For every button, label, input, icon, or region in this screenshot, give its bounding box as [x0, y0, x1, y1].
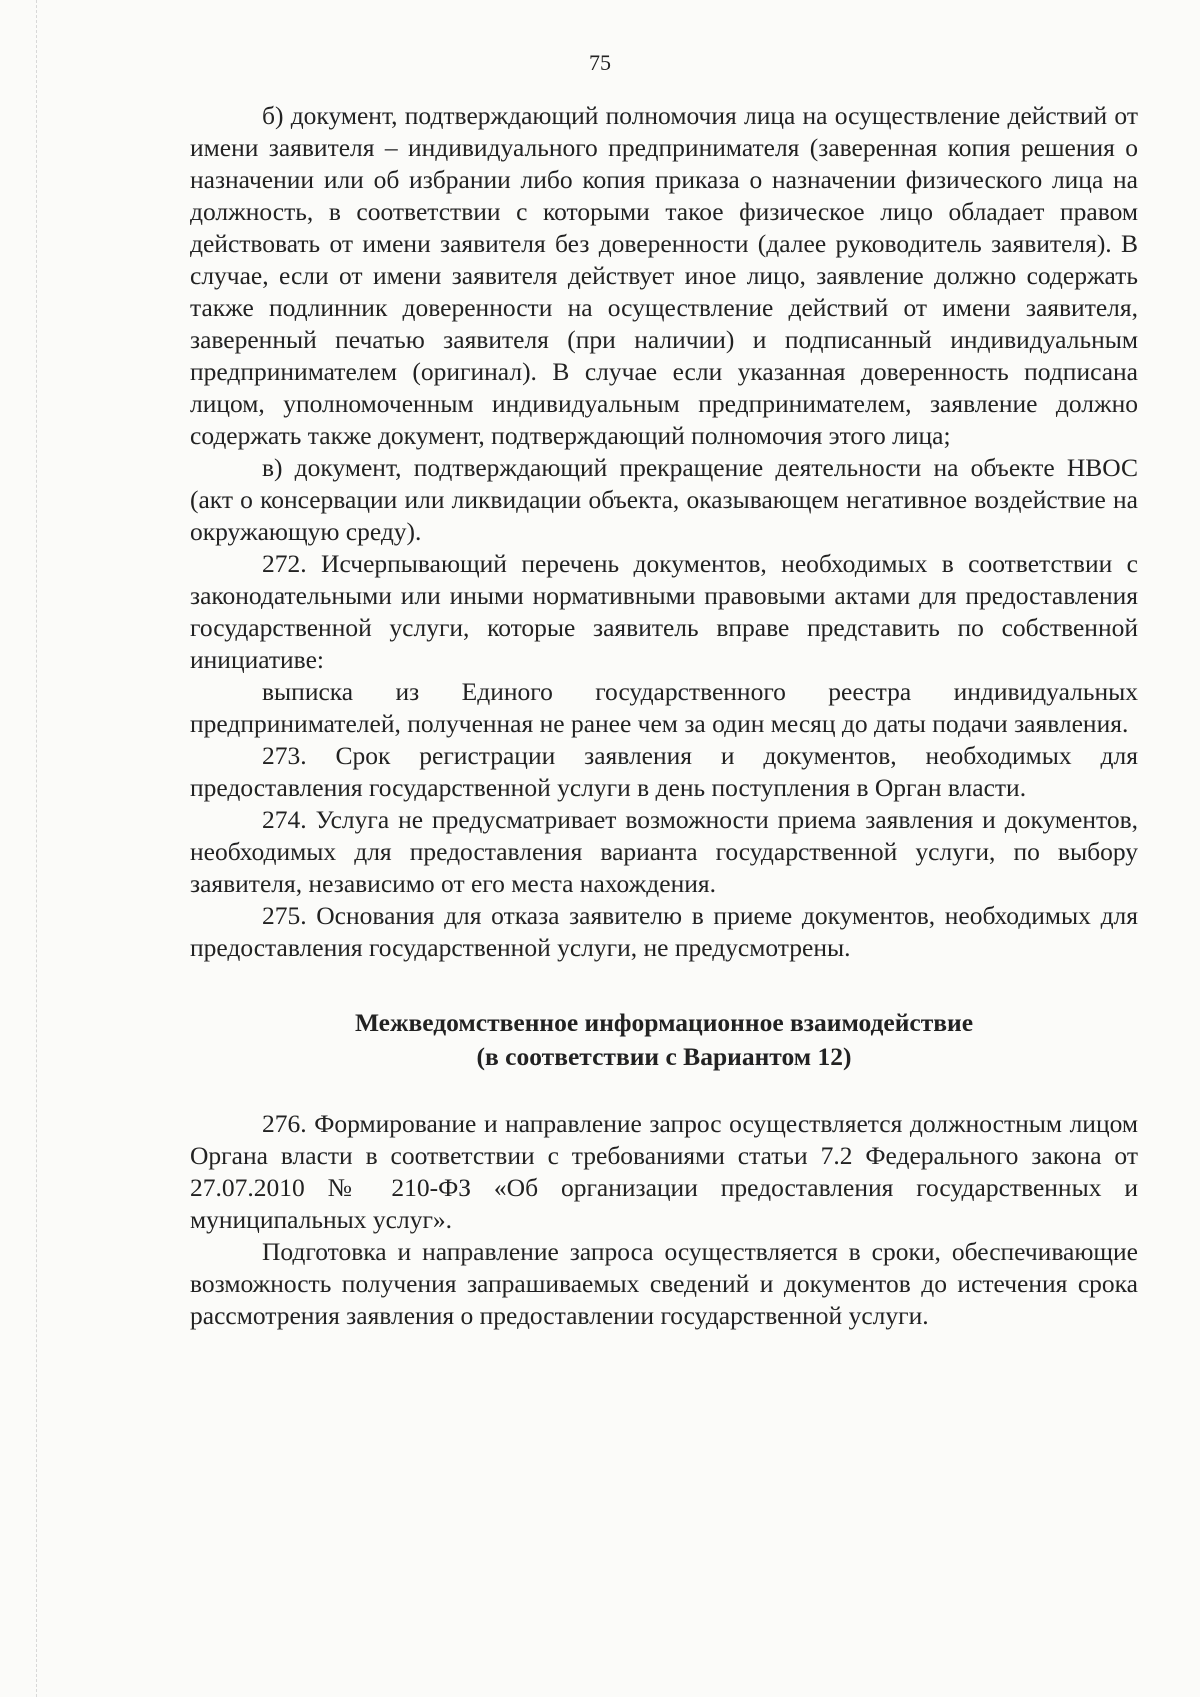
paragraph-274: 274. Услуга не предусматривает возможности приема заявления и документов, необходимых для предоставления варианта государственной услуги, по выбору заявителя, независимо от его места нахождения.: [190, 805, 1138, 898]
paragraph-request-preparation: Подготовка и направление запроса осуществляется в сроки, обеспечивающие возможность получения запрашиваемых сведений и документов до истечения срока рассмотрения заявления о предоставлении государственной услуги.: [190, 1237, 1138, 1330]
paragraph-272: 272. Исчерпывающий перечень документов, необходимых в соответствии с законодательными или иными нормативными правовыми актами для предоставления государственной услуги, которые заявитель вправе представить по собственной инициативе:: [190, 549, 1138, 674]
paragraph-v: в) документ, подтверждающий прекращение деятельности на объекте НВОС (акт о консервации или ликвидации объекта, оказывающем негативное воздействие на окружающую среду).: [190, 453, 1138, 546]
section-heading-line-1: Межведомственное информационное взаимодействие: [354, 1008, 974, 1037]
page-number: 75: [589, 50, 611, 75]
paragraph-b: б) документ, подтверждающий полномочия лица на осуществление действий от имени заявителя – индивидуального предпринимателя (заверенная копия решения о назначении или об избрании либо копия приказа о назначении физического лица на должность, в соответствии с которыми такое физическое лицо обладает правом действовать от имени заявителя без доверенности (далее руководитель заявителя). В случае, если от имени заявителя действует иное лицо, заявление должно содержать также подлинник доверенности на осуществление действий от имени заявителя, заверенный печатью заявителя (при наличии) и подписанный индивидуальным предпринимателем (оригинал). В случае если указанная доверенность подписана лицом, уполномоченным индивидуальным предпринимателем, заявление должно содержать также документ, подтверждающий полномочия этого лица;: [190, 101, 1138, 450]
section-heading-line-2: (в соответствии с Вариантом 12): [476, 1042, 852, 1071]
paragraph-275: 275. Основания для отказа заявителю в приеме документов, необходимых для предоставления государственной услуги, не предусмотрены.: [190, 901, 1138, 962]
section-heading: [190, 1006, 1138, 1074]
paragraph-extract: выписка из Единого государственного реестра индивидуальных предпринимателей, полученная не ранее чем за один месяц до даты подачи заявления.: [190, 677, 1138, 738]
paragraph-273: 273. Срок регистрации заявления и документов, необходимых для предоставления государственной услуги в день поступления в Орган власти.: [190, 741, 1138, 802]
document-body: [190, 100, 1138, 1332]
paragraph-276: 276. Формирование и направление запрос осуществляется должностным лицом Органа власти в соответствии с требованиями статьи 7.2 Федерального закона от 27.07.2010 № 210-ФЗ «Об организации предоставления государственных и муниципальных услуг».: [190, 1109, 1138, 1234]
